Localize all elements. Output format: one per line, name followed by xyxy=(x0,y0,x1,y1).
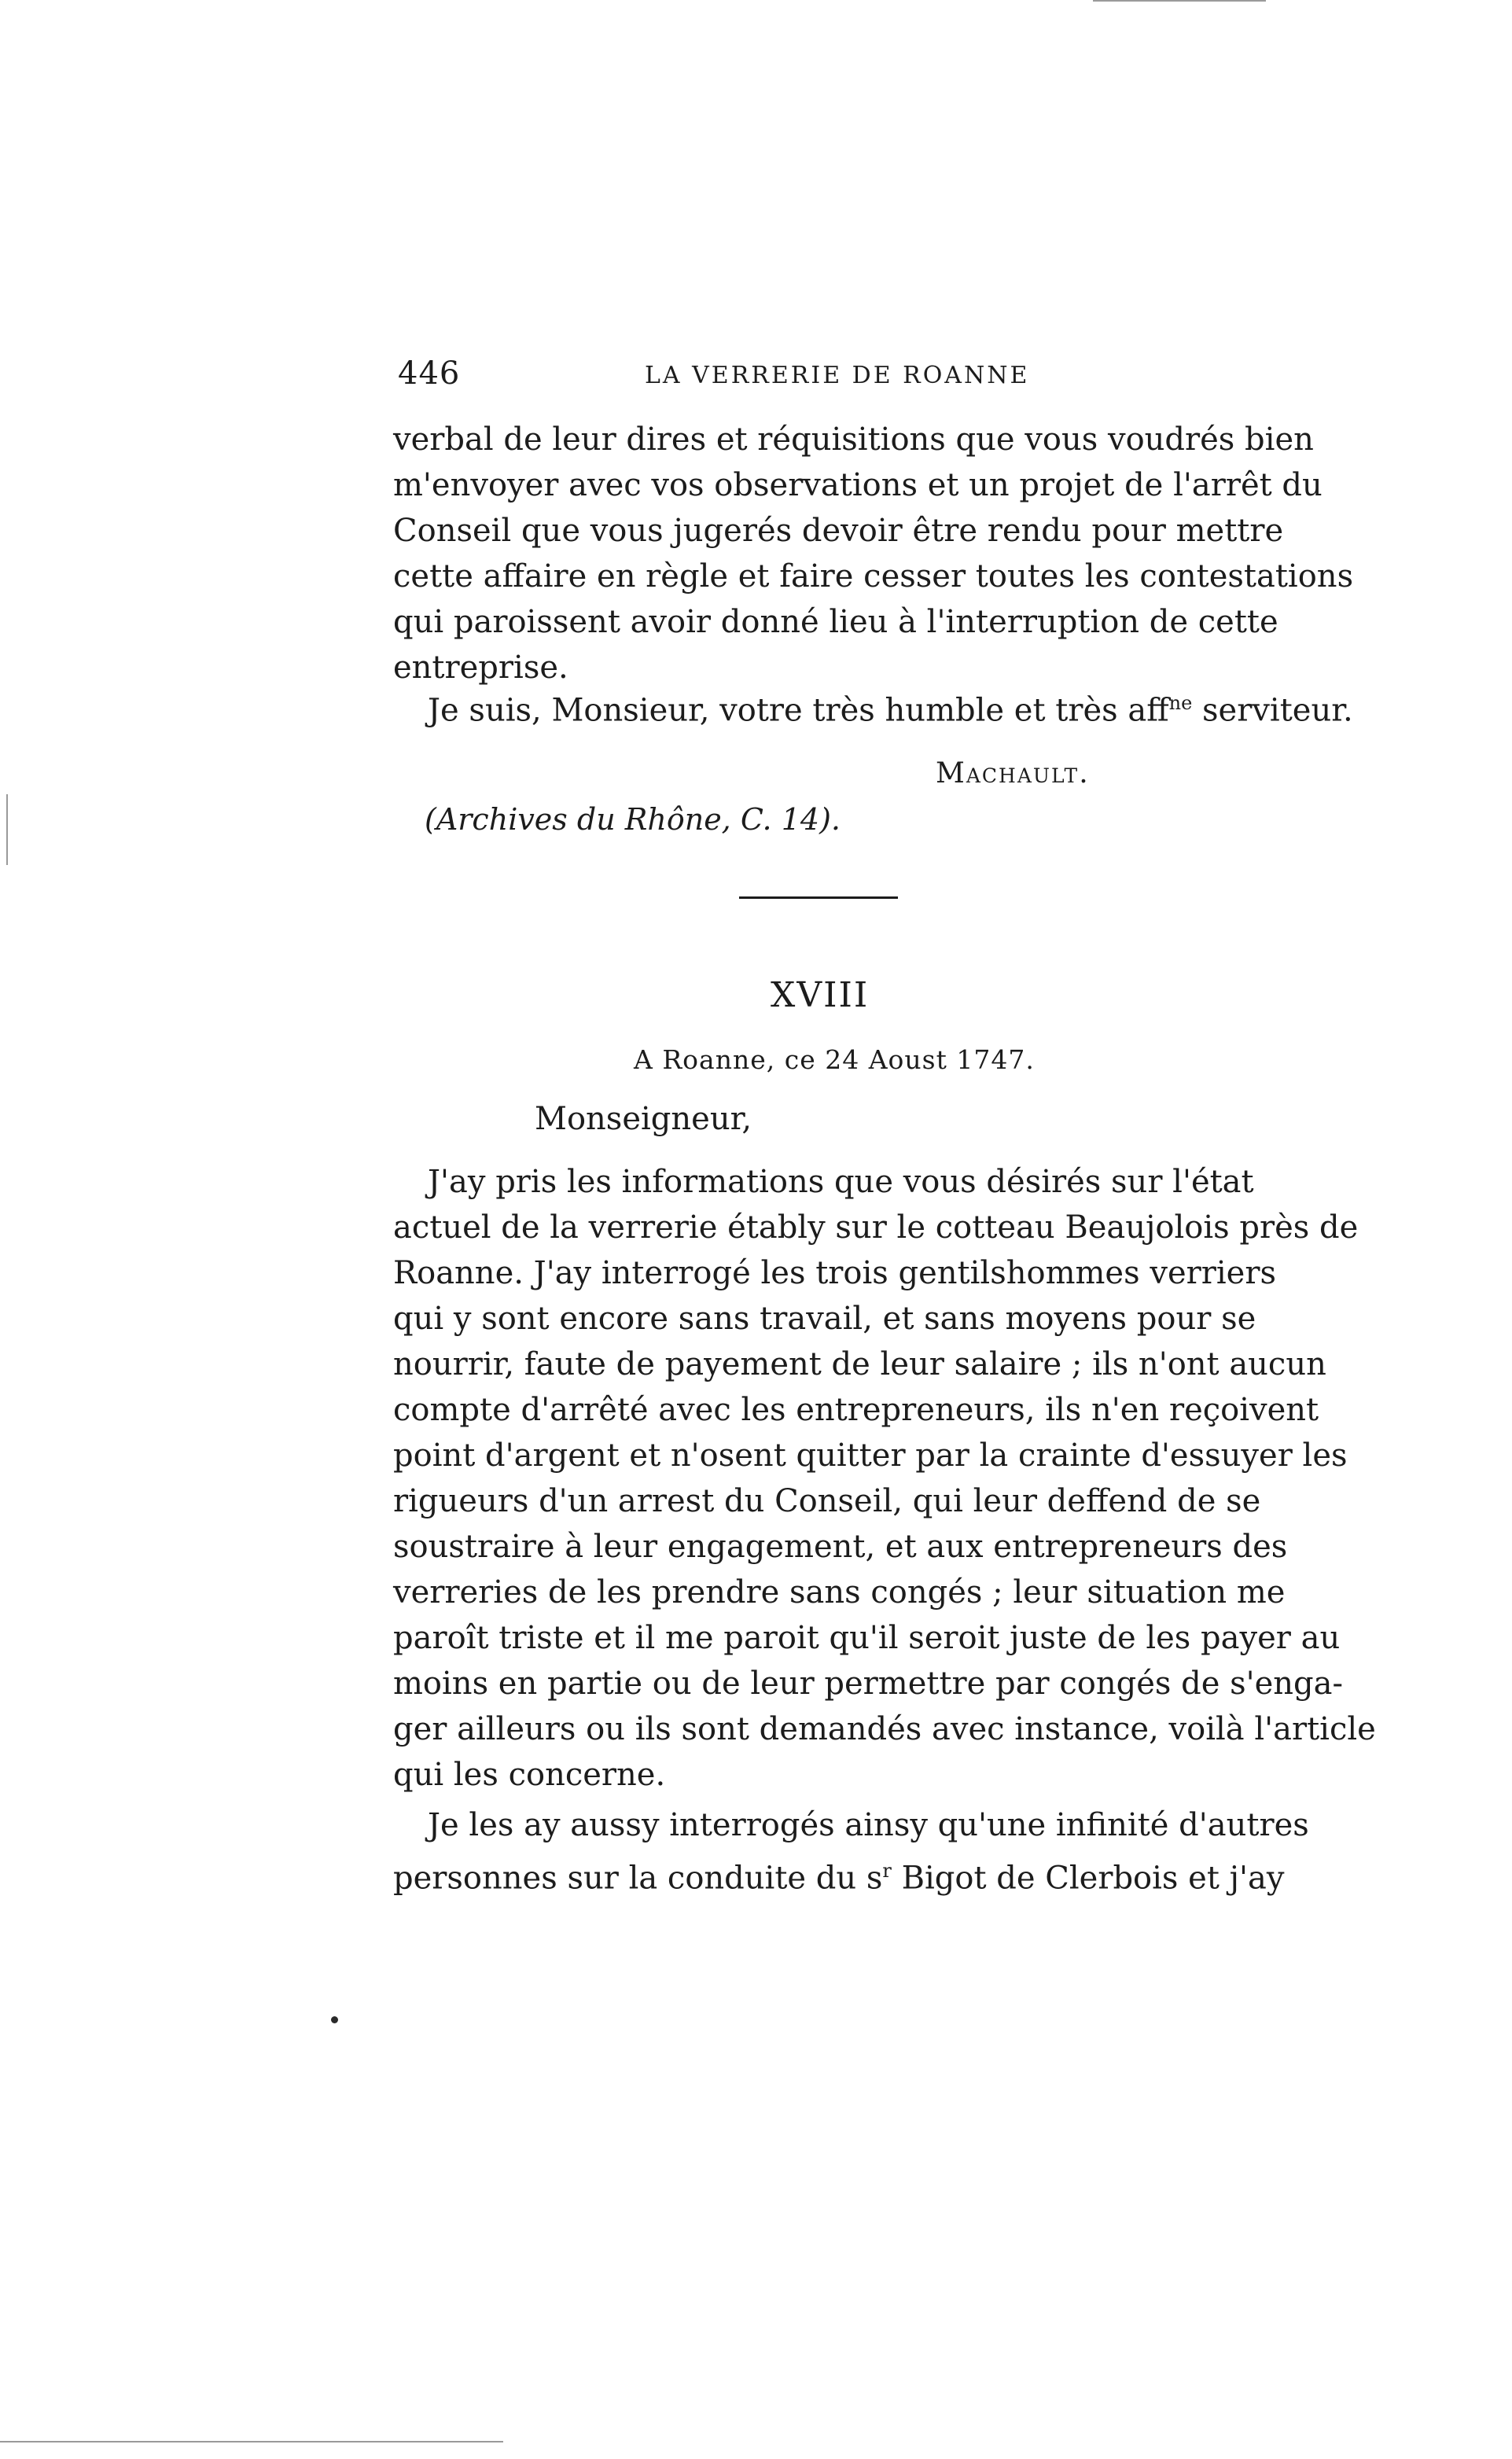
scan-edge-mark xyxy=(6,794,8,865)
text-line: qui paroissent avoir donné lieu à l'interruption de cette xyxy=(393,604,1278,640)
text-line: moins en partie ou de leur permettre par congés de s'enga- xyxy=(393,1666,1344,1702)
text-line: m'envoyer avec vos observations et un projet de l'arrêt du xyxy=(393,467,1323,503)
text-line: qui les concerne. xyxy=(393,1757,666,1793)
archive-source: (Archives du Rhône, C. 14). xyxy=(425,802,841,837)
scan-edge-mark xyxy=(0,2441,503,2442)
superscript: r xyxy=(882,1860,892,1882)
dateline: A Roanne, ce 24 Aoust 1747. xyxy=(634,1044,1035,1075)
running-head xyxy=(393,355,1242,403)
salutation: Monseigneur, xyxy=(535,1101,752,1137)
letter-paragraph xyxy=(393,1802,1309,1897)
section-number: XVIII xyxy=(771,975,870,1015)
text-line: qui y sont encore sans travail, et sans moyens pour se xyxy=(393,1301,1256,1337)
paragraph-continuation xyxy=(393,417,1354,690)
closing-superscript: ne xyxy=(1168,692,1193,714)
text-line: nourrir, faute de payement de leur salaire ; ils n'ont aucun xyxy=(393,1346,1326,1382)
text-fragment: Bigot de Clerbois et j'ay xyxy=(891,1860,1285,1897)
text-line: J'ay pris les informations que vous désirés sur l'état xyxy=(428,1164,1254,1200)
text-line: ger ailleurs ou ils sont demandés avec instance, voilà l'article xyxy=(393,1711,1376,1747)
text-line: verreries de les prendre sans congés ; leur situation me xyxy=(393,1574,1286,1610)
closing-after: serviteur. xyxy=(1192,692,1353,729)
text-line: compte d'arrêté avec les entrepreneurs, ils n'en reçoivent xyxy=(393,1392,1319,1428)
text-line: rigueurs d'un arrest du Conseil, qui leur deffend de se xyxy=(393,1483,1261,1519)
text-line: paroît triste et il me paroit qu'il seroit juste de les payer au xyxy=(393,1620,1341,1656)
text-line: entreprise. xyxy=(393,650,568,686)
text-line: Je les ay aussy interrogés ainsy qu'une infinité d'autres xyxy=(428,1807,1309,1843)
text-line: actuel de la verrerie étably sur le cotteau Beaujolois près de xyxy=(393,1209,1359,1246)
text-line xyxy=(393,1848,1285,1897)
running-title: LA VERRERIE DE ROANNE xyxy=(645,362,1030,389)
text-fragment: personnes sur la conduite du s xyxy=(393,1860,883,1897)
text-line: Conseil que vous jugerés devoir être rendu pour mettre xyxy=(393,513,1284,549)
page-number: 446 xyxy=(398,355,461,392)
section-divider xyxy=(739,896,898,899)
text-line: soustraire à leur engagement, et aux entrepreneurs des xyxy=(393,1529,1288,1565)
letter-paragraph xyxy=(393,1159,1376,1798)
letter-closing xyxy=(428,692,1353,729)
text-line: verbal de leur dires et réquisitions que vous voudrés bien xyxy=(393,421,1314,458)
closing-text: Je suis, Monsieur, votre très humble et très aff xyxy=(428,692,1169,729)
text-line: point d'argent et n'osent quitter par la crainte d'essuyer les xyxy=(393,1437,1348,1474)
signature: Machault. xyxy=(936,757,1090,790)
text-line: Roanne. J'ay interrogé les trois gentilshommes verriers xyxy=(393,1255,1276,1291)
stray-ink-dot xyxy=(331,2016,338,2023)
scan-edge-mark xyxy=(1093,0,1266,2)
text-line: cette affaire en règle et faire cesser toutes les contestations xyxy=(393,558,1354,595)
